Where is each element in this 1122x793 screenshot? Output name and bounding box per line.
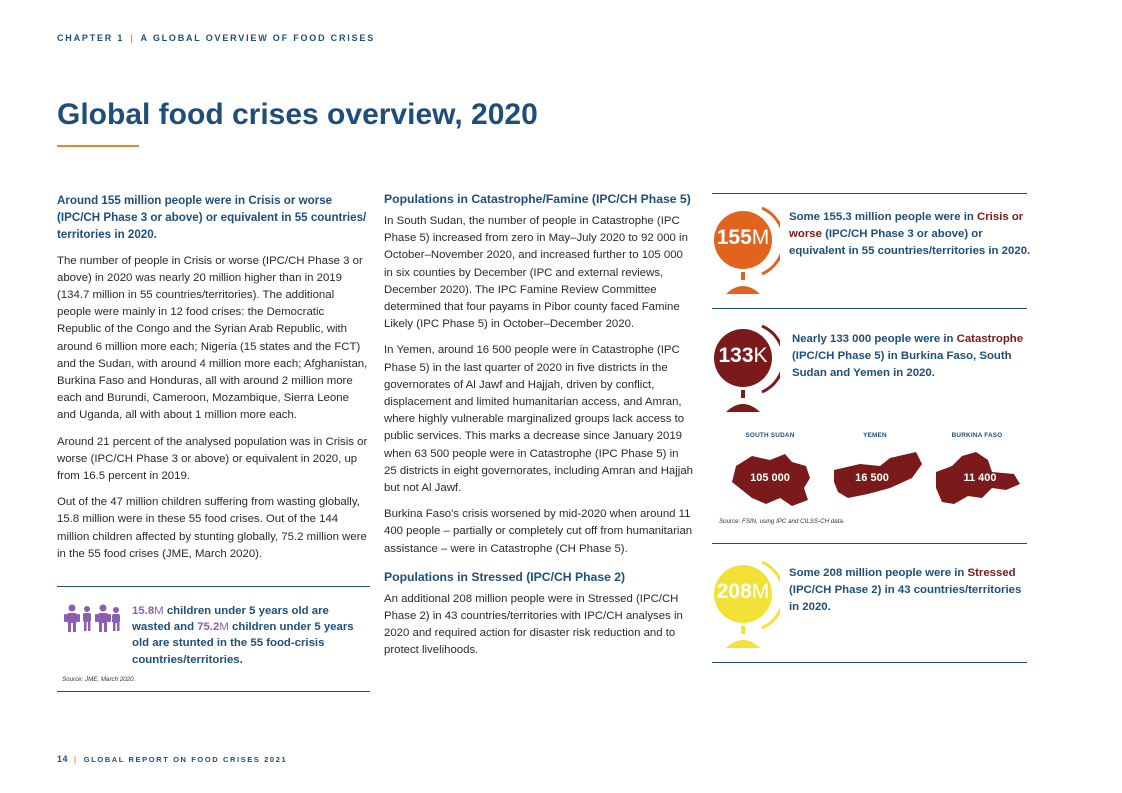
caption-fragment: Some 208 million people were in [789, 567, 968, 579]
section-heading-catastrophe: Populations in Catastrophe/Famine (IPC/CH Phase 5) [384, 192, 691, 206]
section-heading-stressed: Populations in Stressed (IPC/CH Phase 2) [384, 569, 626, 584]
caption-fragment: (IPC/CH Phase 2) in 43 countries/territories in 2020. [789, 584, 1022, 613]
caption-emphasis: Catastrophe [956, 333, 1024, 345]
divider [712, 193, 1027, 194]
stunted-number: 75.2 [197, 621, 220, 634]
globe-number: 208 [716, 580, 752, 603]
callout-fragment: and [170, 621, 198, 634]
paragraph: Out of the 47 million children suffering from wasting globally, 15.8 million were in these 55 food crises. Out of the 144 million children affected by stunting globally, 75.2 million were in the 55 food crises (JME, March 2020). [57, 496, 367, 560]
globe-unit: M [751, 226, 770, 249]
globe-number: 133 [718, 344, 754, 367]
report-name: GLOBAL REPORT ON FOOD CRISES 2021 [83, 755, 288, 764]
globe-unit: M [751, 580, 770, 603]
wasted-number: 15.8 [132, 605, 155, 617]
globe-unit: K [753, 344, 768, 367]
callout-source: Source: JME, March 2020. [62, 676, 136, 683]
map-source: Source: FSIN, using IPC and CILSS-CH data. [719, 518, 845, 525]
globe-number-155m [714, 226, 772, 250]
stunted-unit: M [219, 621, 229, 634]
paragraph: In Yemen, around 16 500 people were in Catastrophe (IPC Phase 5) in the last quarter of 2020 in five districts in the governorates of Al Jawf and Hajjah, driven by conflict, displacement and limited humanitarian access, and Amran, where highly vulnerable marginalized groups lack access to public services. This marks a decrease since January 2019 when 63 500 people were in Catastrophe (IPC Phase 5) in 25 districts in eight governorates, including Amran and Hajjah but not Al Jawf. [384, 344, 693, 495]
paragraph: In South Sudan, the number of people in Catastrophe (IPC Phase 5) increased from zero in May–July 2020 to 92 000 in October–November 2020, and increased further to 105 000 in six counties by December (IPC and external reviews, December 2020). The IPC Famine Review Committee determined that four payams in Pibor county faced Famine Likely (IPC Phase 5) in October–December 2020. [384, 215, 688, 331]
running-header: CHAPTER 1 | A GLOBAL OVERVIEW OF FOOD CRISES [57, 33, 375, 43]
map-label-south-sudan: SOUTH SUDAN [745, 432, 795, 439]
caption-fragment: Some 155.3 million people were in [789, 211, 978, 223]
page-number: 14 [57, 754, 69, 764]
paragraph: Around 21 percent of the analysed population was in Crisis or worse (IPC/CH Phase 3 or above) or equivalent in 2020, up from 16.5 percent in 2019. [57, 435, 368, 483]
globe-number-133k [714, 344, 772, 368]
caption-emphasis: Crisis or worse [789, 211, 1024, 240]
map-value-yemen: 16 500 [855, 472, 889, 484]
divider [712, 543, 1027, 544]
caption-fragment: Nearly 133 000 people were in [792, 333, 957, 345]
stunted-word: stunted [172, 637, 214, 650]
callout-fragment: children under 5 years old are [132, 621, 354, 650]
column-middle [384, 192, 694, 669]
divider [712, 662, 1027, 663]
title-underline [57, 145, 139, 147]
caption-fragment: (IPC/CH Phase 3 or above) or equivalent in 55 countries/territories in 2020. [789, 228, 1031, 257]
callout-fragment: in the 55 food-crisis countries/territories. [132, 637, 325, 666]
caption-fragment: (IPC/CH Phase 5) in Burkina Faso, South Sudan and Yemen in 2020. [792, 350, 1012, 379]
section-label: A GLOBAL OVERVIEW OF FOOD CRISES [140, 33, 375, 43]
globe-caption-stressed [789, 565, 1029, 616]
page-title: Global food crises overview, 2020 [57, 98, 538, 131]
globe-caption-crisis [789, 209, 1034, 260]
globe-caption-catastrophe [792, 331, 1032, 382]
map-label-yemen: YEMEN [863, 432, 887, 439]
map-value-burkina-faso: 11 400 [963, 472, 997, 484]
globe-number-208m [714, 580, 772, 604]
paragraph: The number of people in Crisis or worse (IPC/CH Phase 3 or above) in 2020 was nearly 20 million higher than in 2019 (134.7 million in 55 countries/territories). The additional people were mainly in 12 food crises: the Democratic Republic of the Congo and the Syrian Arab Republic, with around 6 million more each; Nigeria (15 states and the FCT) and the Sudan, with around 4 million more each; Afghanistan, Burkina Faso and Honduras, all with around 2 million more each and Burundi, Cameroon, Mozambique, Sierra Leone and Uganda, all with about 1 million more each. [57, 254, 368, 422]
caption-emphasis: Stressed [967, 567, 1016, 579]
divider [712, 308, 1027, 309]
children-callout [57, 586, 370, 692]
lead-paragraph: Around 155 million people were in Crisis or worse (IPC/CH Phase 3 or above) or equivalent in 55 countries/ territories in 2020. [57, 194, 367, 242]
wasted-unit: M [154, 605, 164, 617]
callout-fragment: children under 5 years old are [163, 605, 329, 617]
map-label-burkina-faso: BURKINA FASO [951, 432, 1003, 439]
chapter-label: CHAPTER 1 [57, 33, 125, 43]
column-left [57, 192, 369, 572]
map-value-south-sudan: 105 000 [750, 472, 790, 484]
paragraph: An additional 208 million people were in Stressed (IPC/CH Phase 2) in 43 countries/territories with IPC/CH analyses in 2020 and required action for disaster risk reduction and to protect livelihoods. [384, 592, 683, 657]
paragraph: Burkina Faso's crisis worsened by mid-2020 when around 11 400 people – partially or completely cut off from humanitarian assistance – were in Catastrophe (CH Phase 5). [384, 508, 693, 555]
wasted-word: wasted [132, 621, 171, 634]
page-footer: 14 | GLOBAL REPORT ON FOOD CRISES 2021 [57, 754, 288, 764]
globe-number: 155 [716, 226, 752, 249]
children-callout-text [132, 603, 362, 668]
children-icon [63, 603, 121, 637]
